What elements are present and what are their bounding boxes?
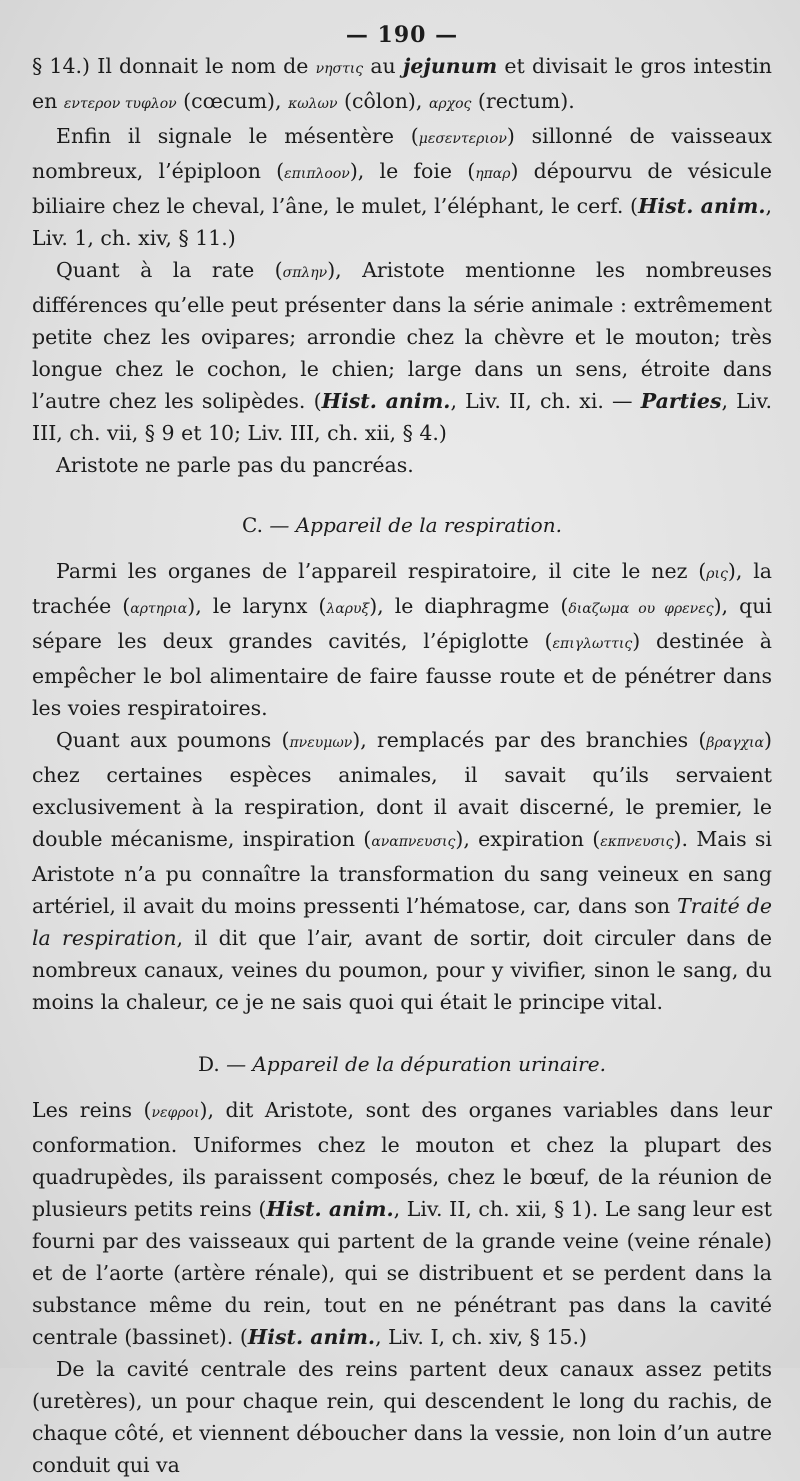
greek-word: επιγλωττις [552, 636, 633, 652]
greek-word: διαζωμα ου φρενες [568, 601, 714, 617]
citation-title: Hist. anim. [638, 194, 766, 218]
paragraph-lungs: Quant aux poumons (πνευμων), remplacés par des branchies (βραγχια) chez certaines espèces animales, il savait qu’ils servaient exclusivement à la respiration, dont il avait discerné, le premier, le double mécanisme, inspiration (αναπνευσις), expiration (εκπνευσις). Mais si Aristote n’a pu connaître la transformation du sang veineux en sang artériel, il avait du moins pressenti l’hématose, car, dans son Traité de la respiration, il dit que l’air, avant de sortir, doit circuler dans de nombreux canaux, veines du poumon, pour y vivifier, sinon le sang, du moins la chaleur, ce je ne sais quoi qui était le principe vital. [32, 728, 772, 1014]
greek-word: αναπνευσις [371, 834, 456, 850]
greek-word: εκπνευσις [600, 834, 674, 850]
greek-word: κωλων [288, 96, 338, 112]
greek-word: εντερον τυφλον [63, 96, 177, 112]
paragraph-spleen: Quant à la rate (σπλην), Aristote mentionne les nombreuses différences qu’elle peut présenter dans la série animale : extrêmement petite chez les ovipares; arrondie chez la chèvre et le mouton; très longue chez le cochon, le chien; large dans un sens, étroite dans l’autre chez les solipèdes. (Hist. anim., Liv. II, ch. xi. — Parties, Liv. III, ch. vii, § 9 et 10; Liv. III, ch. xii, § 4.) [32, 258, 772, 445]
paragraph-pancreas: Aristote ne parle pas du pancréas. [56, 453, 414, 477]
greek-word: νηστις [315, 61, 364, 77]
italic-title: Traité de la respiration [32, 894, 772, 950]
paragraph-kidneys: Les reins (νεφροι), dit Aristote, sont des organes variables dans leur conformation. Uniformes chez le mouton et chez la plupart des quadrupèdes, ils paraissent composés, chez le bœuf, de la réunion de plusieurs petits reins (Hist. anim., Liv. II, ch. xii, § 1). Le sang leur est fourni par des vaisseaux qui partent de la grande veine (veine rénale) et de l’aorte (artère rénale), qui se distribuent et se perdent dans la substance même du rein, tout en ne pénétrant pas dans la cavité centrale (bassinet). (Hist. anim., Liv. I, ch. xiv, § 15.) [32, 1098, 772, 1349]
citation-title: Hist. anim. [321, 389, 451, 413]
citation-title: Hist. anim. [266, 1197, 394, 1221]
italic-term: jejunum [402, 54, 498, 78]
greek-word: βραγχια [706, 735, 764, 751]
greek-word: επιπλοον [284, 166, 350, 182]
greek-word: αρχος [428, 96, 472, 112]
greek-word: αρτηρια [130, 601, 188, 617]
section-heading-respiration: C. — Appareil de la respiration. [242, 513, 562, 537]
citation-title: Hist. anim. [247, 1325, 376, 1349]
greek-word: λαρυξ [326, 601, 370, 617]
section-heading-urinary: D. — Appareil de la dépuration urinaire. [198, 1052, 606, 1076]
paragraph-respiratory-organs: Parmi les organes de l’appareil respiratoire, il cite le nez (ρις), la trachée (αρτηρια), le larynx (λαρυξ), le diaphragme (διαζωμα ου φρενες), qui sépare les deux grandes cavités, l’épiglotte (επιγλωττις) destinée à empêcher le bol alimentaire de faire fausse route et de pénétrer dans les voies respiratoires. [32, 559, 772, 720]
greek-word: ηπαρ [475, 166, 511, 182]
greek-word: πνευμων [289, 735, 353, 751]
page-number: — 190 — [345, 22, 459, 48]
paragraph-ureters: De la cavité centrale des reins partent deux canaux assez petits (uretères), un pour chaque rein, qui descendent le long du rachis, de chaque côté, et viennent déboucher dans la vessie, non loin d’un autre conduit qui va [32, 1357, 772, 1477]
paragraph-mesentery: Enfin il signale le mésentère (μεσεντεριον) sillonné de vaisseaux nombreux, l’épiploon (επιπλοον), le foie (ηπαρ) dépourvu de vésicule biliaire chez le cheval, l’âne, le mulet, l’éléphant, le cerf. (Hist. anim., Liv. 1, ch. xiv, § 11.) [32, 124, 772, 250]
greek-word: ρις [706, 566, 728, 582]
citation-title: Parties [640, 389, 722, 413]
greek-word: μεσεντεριον [418, 131, 507, 147]
greek-word: σπλην [282, 265, 328, 281]
paragraph-intestine: § 14.) Il donnait le nom de νηστις au jejunum et divisait le gros intestin en εντερον τυφλον (cœcum), κωλων (côlon), αρχος (rectum). [32, 54, 772, 113]
greek-word: νεφροι [151, 1105, 200, 1121]
